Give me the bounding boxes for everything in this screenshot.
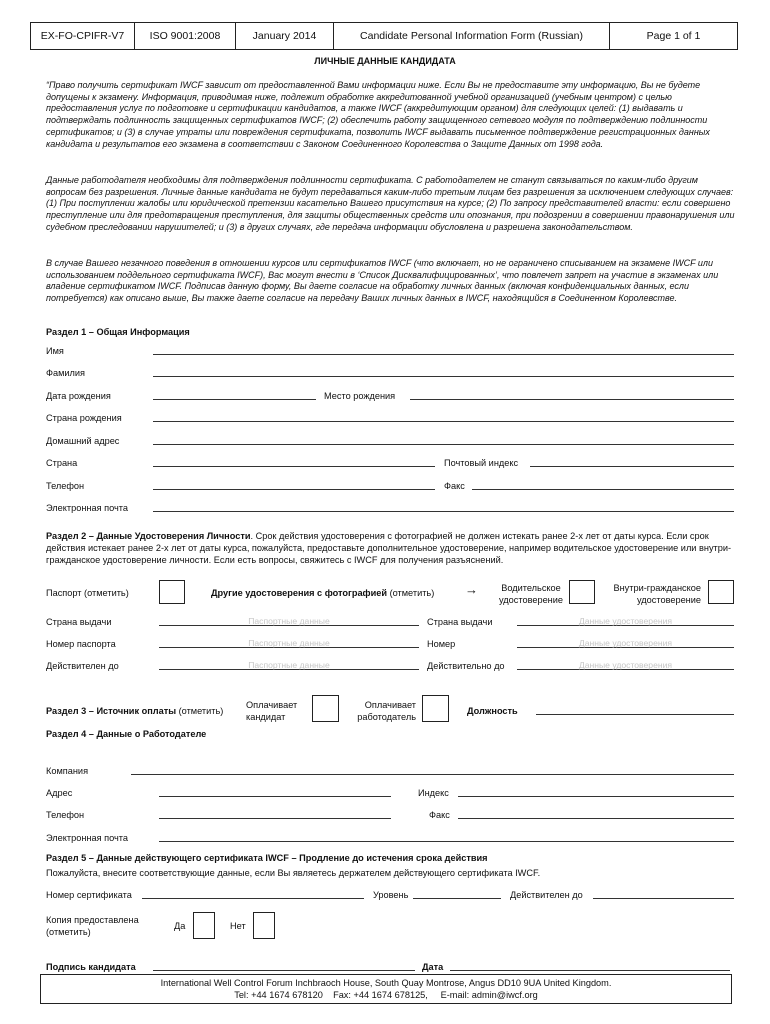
issue-country-label: Страна выдачи — [46, 617, 112, 627]
yes-label: Да — [174, 921, 186, 931]
page-number: Page 1 of 1 — [646, 30, 701, 42]
internal-id-line1: Внутри-гражданское — [613, 583, 701, 593]
email-field[interactable] — [153, 511, 734, 512]
internal-id-label — [603, 582, 701, 606]
intro-paragraph-1: “Право получить сертификат IWCF зависит от предоставленной Вами информации ниже. Если Вы не предоставите эту информацию, Вы не будете допущены к экзамену. Информация, приводимая ниже, подлежит обработке аккредитованной учебной организацией (учебным центром) с целью предоставления услуг по подготовке и сертификации кандидатов, а также IWCF (аккредитующим органом) для следующих целей: (1) выдавать и подтверждать подлинность защищенных сертификатов IWCF; (2) обеспечить работу защищенного сетевого модуля по подтверждению подлинности сертификатов; и (3) в случае утраты или повреждения сертификата, позволить IWCF выдавать письменное подтверждение регистрационных данных кандидата и результатов его экзамена в соответствии с Законом Соединенного Королевства о Защите Данных от 1998 года. — [46, 80, 710, 149]
signature-field[interactable] — [153, 970, 415, 971]
issue-country-right-placeholder: Данные удостоверения — [578, 616, 673, 626]
driver-license-label — [496, 582, 566, 606]
employer-phone-label: Телефон — [46, 810, 85, 820]
page-title: ЛИЧНЫЕ ДАННЫЕ КАНДИДАТА — [314, 56, 456, 66]
no-checkbox[interactable] — [253, 912, 275, 939]
doc-code: EX-FO-CPIFR-V7 — [31, 23, 135, 49]
intro-paragraph-3: В случае Вашего незачного поведения в отношении курсов или сертификатов IWCF (что включает, но не ограничено списыванием на экзамене IWCF или использованием поддельного сертификата IWCF), Вас могут внести в ‘Список Дисквалифицированных’, что повлечет запрет на участие в экзаменах или владение сертификатом IWCF. Подписав данную форму, Вы даете согласие на обработку личных данных (включая конфиденциальных данных, если потребуется) как описано выше, Вы также даете согласие на передачу Ваших личных данных в IWCF, находящийся в Соединенном Королевстве. — [46, 258, 719, 304]
section5-heading: Раздел 5 – Данные действующего сертификата IWCF – Продление до истечения срока действия — [46, 853, 488, 863]
surname-label: Фамилия — [46, 368, 86, 378]
employer-fax-label: Факс — [429, 810, 450, 820]
internal-id-line2: удостоверение — [637, 595, 701, 605]
issue-country-right-label: Страна выдачи — [427, 617, 493, 627]
section4-heading: Раздел 4 – Данные о Работодателе — [46, 729, 207, 739]
iso-standard: ISO 9001:2008 — [135, 23, 236, 49]
postcode-label: Почтовый индекс — [444, 458, 519, 468]
cert-valid-label: Действителен до — [510, 890, 583, 900]
intro-paragraph-2: Данные работодателя необходимы для подтверждения подлинности сертификата. С работодателем не станут связываться по каким-либо другим вопросам без разрешения. Личные данные кандидата не будут передаваться каким-либо третьим лицам без разрешения за исключением следующих случаев: (1) При поступлении жалобы или юридической претензии касательно Вашего присутствия на курсе; (2) По запросу представителей власти: если совершено преступление или для предотвращения преступления, для защиты общественных средств или опознания, при подозрении в совершении правонарушения или судебном преследовании нарушителей; и (3) в других случаях, где передача информации обусловлена и разрешена законодательством. — [46, 175, 735, 232]
dob-field[interactable] — [153, 399, 316, 400]
fax-label: Факс — [444, 481, 465, 491]
company-label: Компания — [46, 766, 89, 776]
driver-license-checkbox[interactable] — [569, 580, 595, 604]
birth-country-field[interactable] — [153, 421, 734, 422]
other-id-bold: Другие удостоверения с фотографией — [211, 588, 388, 598]
employer-email-field[interactable] — [159, 841, 734, 842]
other-id-rest: (отметить) — [387, 588, 435, 598]
position-field[interactable] — [536, 714, 734, 715]
country-label: Страна — [46, 458, 78, 468]
doc-date: January 2014 — [236, 23, 334, 49]
document-header — [30, 22, 738, 50]
employer-index-label: Индекс — [418, 788, 449, 798]
paid-by-employer-checkbox[interactable] — [422, 695, 449, 722]
paid-by-candidate-checkbox[interactable] — [312, 695, 339, 722]
postcode-field[interactable] — [530, 466, 734, 467]
birth-country-label: Страна рождения — [46, 413, 122, 423]
yes-checkbox[interactable] — [193, 912, 215, 939]
date-label: Дата — [422, 962, 444, 972]
company-field[interactable] — [131, 774, 734, 775]
section1-heading: Раздел 1 – Общая Информация — [46, 327, 190, 337]
arrow-right-icon: → — [465, 582, 478, 597]
employer-address-label: Адрес — [46, 788, 73, 798]
copy-provided-line1: Копия предоставлена — [46, 915, 139, 925]
home-address-label: Домашний адрес — [46, 436, 120, 446]
phone-label: Телефон — [46, 481, 85, 491]
dob-label: Дата рождения — [46, 391, 111, 401]
signature-label: Подпись кандидата — [46, 962, 136, 972]
cert-number-field[interactable] — [142, 898, 364, 899]
id-number-label: Номер — [427, 639, 456, 649]
name-label: Имя — [46, 346, 64, 356]
birthplace-label: Место рождения — [324, 391, 396, 401]
paid-by-candidate-label — [246, 699, 297, 723]
paid-by-candidate-line1: Оплачивает — [246, 700, 298, 710]
paid-by-employer-line2: работодатель — [357, 712, 416, 722]
cert-number-label: Номер сертификата — [46, 890, 132, 900]
passport-label: Паспорт (отметить) — [46, 588, 129, 598]
home-address-field[interactable] — [153, 444, 734, 445]
employer-email-label: Электронная почта — [46, 833, 128, 843]
internal-id-checkbox[interactable] — [708, 580, 734, 604]
section2-heading: Раздел 2 – Данные Удостоверения Личности — [46, 531, 251, 541]
footer-address: International Well Control Forum Inchbraoch House, South Quay Montrose, Angus DD10 9UA United Kingdom. — [160, 978, 612, 988]
id-number-placeholder: Данные удостоверения — [578, 638, 673, 648]
paid-by-employer-line1: Оплачивает — [364, 700, 416, 710]
id-valid-placeholder: Данные удостоверения — [578, 660, 673, 670]
cert-valid-field[interactable] — [593, 898, 734, 899]
paid-by-candidate-line2: кандидат — [246, 712, 286, 722]
no-label: Нет — [230, 921, 246, 931]
fax-field[interactable] — [472, 489, 734, 490]
country-field[interactable] — [153, 466, 435, 467]
cert-level-field[interactable] — [413, 898, 501, 899]
section3-heading-bold: Раздел 3 – Источник оплаты — [46, 706, 177, 716]
employer-fax-field[interactable] — [458, 818, 734, 819]
id-valid-label: Действительно до — [427, 661, 505, 671]
employer-index-field[interactable] — [458, 796, 734, 797]
employer-address-field[interactable] — [159, 796, 391, 797]
footer-contacts: Tel: +44 1674 678120 Fax: +44 1674 678125, E-mail: admin@iwcf.org — [234, 990, 538, 1000]
issue-country-placeholder: Паспортные данные — [248, 616, 330, 626]
passport-valid-label: Действителен до — [46, 661, 119, 671]
passport-number-placeholder: Паспортные данные — [248, 638, 330, 648]
passport-checkbox[interactable] — [159, 580, 185, 604]
section3-heading-rest: (отметить) — [176, 706, 224, 716]
email-label: Электронная почта — [46, 503, 128, 513]
cert-level-label: Уровень — [373, 890, 409, 900]
paid-by-employer-label — [350, 699, 416, 723]
employer-phone-field[interactable] — [159, 818, 391, 819]
section5-text: Пожалуйста, внесите соответствующие данные, если Вы являетесь держателем действующего сертификата IWCF. — [46, 868, 541, 878]
section2-intro — [46, 530, 736, 566]
section2-text: . Срок действия удостоверения с фотографией не должен истекать ранее 2-х лет от даты курса. Если срок действия истекает ранее 2-х лет от даты курса, пожалуйста, предоставьте дополнительное удостоверение, например водительское удостоверение или внутри-гражданское удостоверение личности. Если есть вопросы, свяжитесь с IWCF для получения разъяснений. — [46, 531, 732, 565]
name-field[interactable] — [153, 354, 734, 355]
copy-provided-label — [46, 914, 139, 938]
phone-field[interactable] — [153, 489, 435, 490]
date-field[interactable] — [450, 970, 730, 971]
form-title: Candidate Personal Information Form (Russian) — [334, 23, 610, 49]
driver-license-line1: Водительское — [501, 583, 561, 593]
copy-provided-line2: (отметить) — [46, 927, 91, 937]
birthplace-field[interactable] — [410, 399, 734, 400]
surname-field[interactable] — [153, 376, 734, 377]
footer — [40, 974, 732, 1004]
passport-valid-placeholder: Паспортные данные — [248, 660, 330, 670]
driver-license-line2: удостоверение — [499, 595, 563, 605]
section3-heading — [46, 706, 223, 716]
passport-number-label: Номер паспорта — [46, 639, 116, 649]
position-label: Должность — [467, 706, 518, 716]
other-id-label — [211, 588, 434, 598]
